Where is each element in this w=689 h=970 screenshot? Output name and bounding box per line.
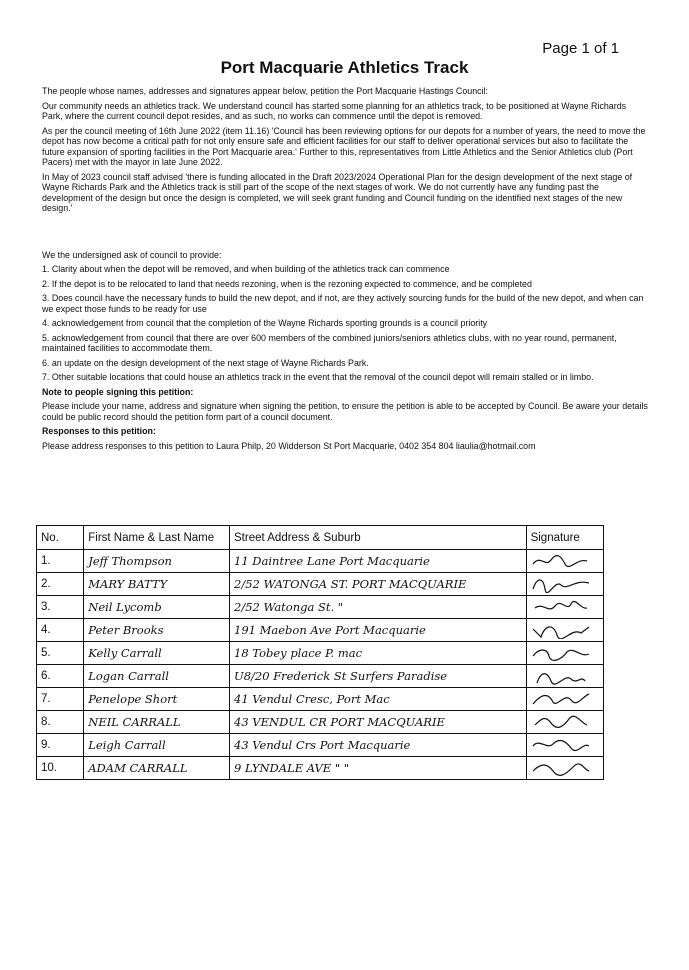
ask-item: 5. acknowledgement from council that there are over 600 members of the combined juniors/seniors athletics clubs, with no year round, permanent, maintained facilities to accommodate them. bbox=[42, 332, 617, 353]
ask-item: 6. an update on the design development of the next stage of Wayne Richards Park. bbox=[42, 357, 369, 368]
paragraph: As per the council meeting of 16th June 2022 (item 11.16) 'Council has been reviewing options for our depots for a number of years, the need to move the depot has now become a critical path for not only ensure safe and efficient facilities for our staff to deliver operational services but also to facilitate the future expansion of sporting facilities in the Port Macquarie area.' Further to this, representatives from Little Athletics and the Senior Athletics club (Port Pacers) met with the mayor in late June 2022. bbox=[42, 125, 646, 167]
row-number: 10. bbox=[37, 757, 84, 780]
signer-address: 43 VENDUL CR PORT MACQUARIE bbox=[230, 711, 527, 734]
signer-address: 43 Vendul Crs Port Macquarie bbox=[230, 734, 527, 757]
note-text: Please include your name, address and signature when signing the petition, to ensure the petition is able to be accepted by Council. Be aware your details could be public record should the petition form part of a council document. bbox=[42, 401, 648, 422]
header-address: Street Address & Suburb bbox=[230, 526, 527, 550]
table-row bbox=[37, 642, 604, 665]
paragraph: Our community needs an athletics track. We understand council has started some planning for an athletics track, to be positioned at Wayne Richards Park, where the current council depot resides, and as such, no works can commence until the depot is removed. bbox=[42, 100, 627, 121]
signer-name: Peter Brooks bbox=[84, 619, 230, 642]
signer-name: Kelly Carrall bbox=[84, 642, 230, 665]
signature-scrawl bbox=[531, 644, 591, 662]
signature-cell bbox=[526, 596, 603, 619]
table-row bbox=[37, 619, 604, 642]
signer-address: U8/20 Frederick St Surfers Paradise bbox=[230, 665, 527, 688]
signer-name: Penelope Short bbox=[84, 688, 230, 711]
ask-item: 2. If the depot is to be relocated to land that needs rezoning, when is the rezoning expected to commence, and be completed bbox=[42, 278, 532, 289]
signature-scrawl bbox=[531, 759, 591, 777]
row-number: 6. bbox=[37, 665, 84, 688]
table-row bbox=[37, 688, 604, 711]
responses-text: Please address responses to this petition to Laura Philp, 20 Widderson St Port Macquarie, 0402 354 804 liaulia@hotmail.com bbox=[42, 440, 536, 451]
signature-cell bbox=[526, 757, 603, 780]
responses-heading: Responses to this petition: bbox=[42, 426, 156, 436]
row-number: 8. bbox=[37, 711, 84, 734]
note-heading: Note to people signing this petition: bbox=[42, 386, 194, 397]
signer-name: NEIL CARRALL bbox=[84, 711, 230, 734]
ask-item: 3. Does council have the necessary funds to build the new depot, and if not, are they actively sourcing funds for the build of the new depot, and when can we expect those funds to be ready for use bbox=[42, 293, 644, 314]
header-no: No. bbox=[37, 526, 84, 550]
signer-name: Logan Carrall bbox=[84, 665, 230, 688]
row-number: 4. bbox=[37, 619, 84, 642]
signer-address: 191 Maebon Ave Port Macquarie bbox=[230, 619, 527, 642]
signer-name: MARY BATTY bbox=[84, 573, 230, 596]
signature-scrawl bbox=[531, 598, 591, 616]
row-number: 5. bbox=[37, 642, 84, 665]
header-signature: Signature bbox=[526, 526, 603, 550]
signature-cell bbox=[526, 734, 603, 757]
row-number: 2. bbox=[37, 573, 84, 596]
ask-item: 4. acknowledgement from council that the completion of the Wayne Richards sporting grounds is a council priority bbox=[42, 318, 488, 328]
signer-name: Leigh Carrall bbox=[84, 734, 230, 757]
signer-name: Neil Lycomb bbox=[84, 596, 230, 619]
ask-item: 7. Other suitable locations that could house an athletics track in the event that the removal of the council depot will remain stalled or in limbo. bbox=[42, 372, 594, 382]
row-number: 7. bbox=[37, 688, 84, 711]
signature-scrawl bbox=[531, 552, 591, 570]
signer-address: 9 LYNDALE AVE " " bbox=[230, 757, 527, 780]
table-row bbox=[37, 665, 604, 688]
signature-cell bbox=[526, 711, 603, 734]
signer-address: 18 Tobey place P. mac bbox=[230, 642, 527, 665]
table-row bbox=[37, 711, 604, 734]
signature-cell bbox=[526, 573, 603, 596]
page-number: Page 1 of 1 bbox=[542, 40, 619, 57]
signature-cell bbox=[526, 642, 603, 665]
signer-address: 2/52 Watonga St. " bbox=[230, 596, 527, 619]
table-row bbox=[37, 550, 604, 573]
table-row bbox=[37, 734, 604, 757]
signature-scrawl bbox=[531, 713, 591, 731]
ask-item: 1. Clarity about when the depot will be removed, and when building of the athletics track can commence bbox=[42, 264, 450, 274]
signature-scrawl bbox=[531, 667, 591, 685]
signature-cell bbox=[526, 688, 603, 711]
table-row bbox=[37, 757, 604, 780]
ask-intro: We the undersigned ask of council to provide: bbox=[42, 249, 222, 260]
table-row bbox=[37, 573, 604, 596]
signer-address: 11 Daintree Lane Port Macquarie bbox=[230, 550, 527, 573]
intro-text: The people whose names, addresses and signatures appear below, petition the Port Macquarie Hastings Council: bbox=[42, 86, 488, 96]
document-title: Port Macquarie Athletics Track bbox=[220, 58, 469, 77]
signer-name: Jeff Thompson bbox=[84, 550, 230, 573]
signer-address: 2/52 WATONGA ST. PORT MACQUARIE bbox=[230, 573, 527, 596]
signature-scrawl bbox=[531, 690, 591, 708]
signature-scrawl bbox=[531, 621, 591, 639]
signature-scrawl bbox=[531, 575, 591, 593]
signature-cell bbox=[526, 619, 603, 642]
signature-table bbox=[36, 525, 604, 780]
signer-address: 41 Vendul Cresc, Port Mac bbox=[230, 688, 527, 711]
petition-body bbox=[42, 86, 648, 455]
row-number: 3. bbox=[37, 596, 84, 619]
header-name: First Name & Last Name bbox=[84, 526, 230, 550]
signature-cell bbox=[526, 550, 603, 573]
row-number: 1. bbox=[37, 550, 84, 573]
signer-name: ADAM CARRALL bbox=[84, 757, 230, 780]
signature-cell bbox=[526, 665, 603, 688]
table-row bbox=[37, 596, 604, 619]
row-number: 9. bbox=[37, 734, 84, 757]
signature-scrawl bbox=[531, 736, 591, 754]
paragraph: In May of 2023 council staff advised 'there is funding allocated in the Draft 2023/2024 Operational Plan for the design development of the next stage of Wayne Richards Park and the Athletics track is still part of the scope of the next stages of work. We do not currently have any funding past the development of the design but once the design is completed, we will seek grant funding and Council funding on the identified next stages of the new design.' bbox=[42, 171, 633, 213]
table-header-row bbox=[37, 526, 604, 550]
